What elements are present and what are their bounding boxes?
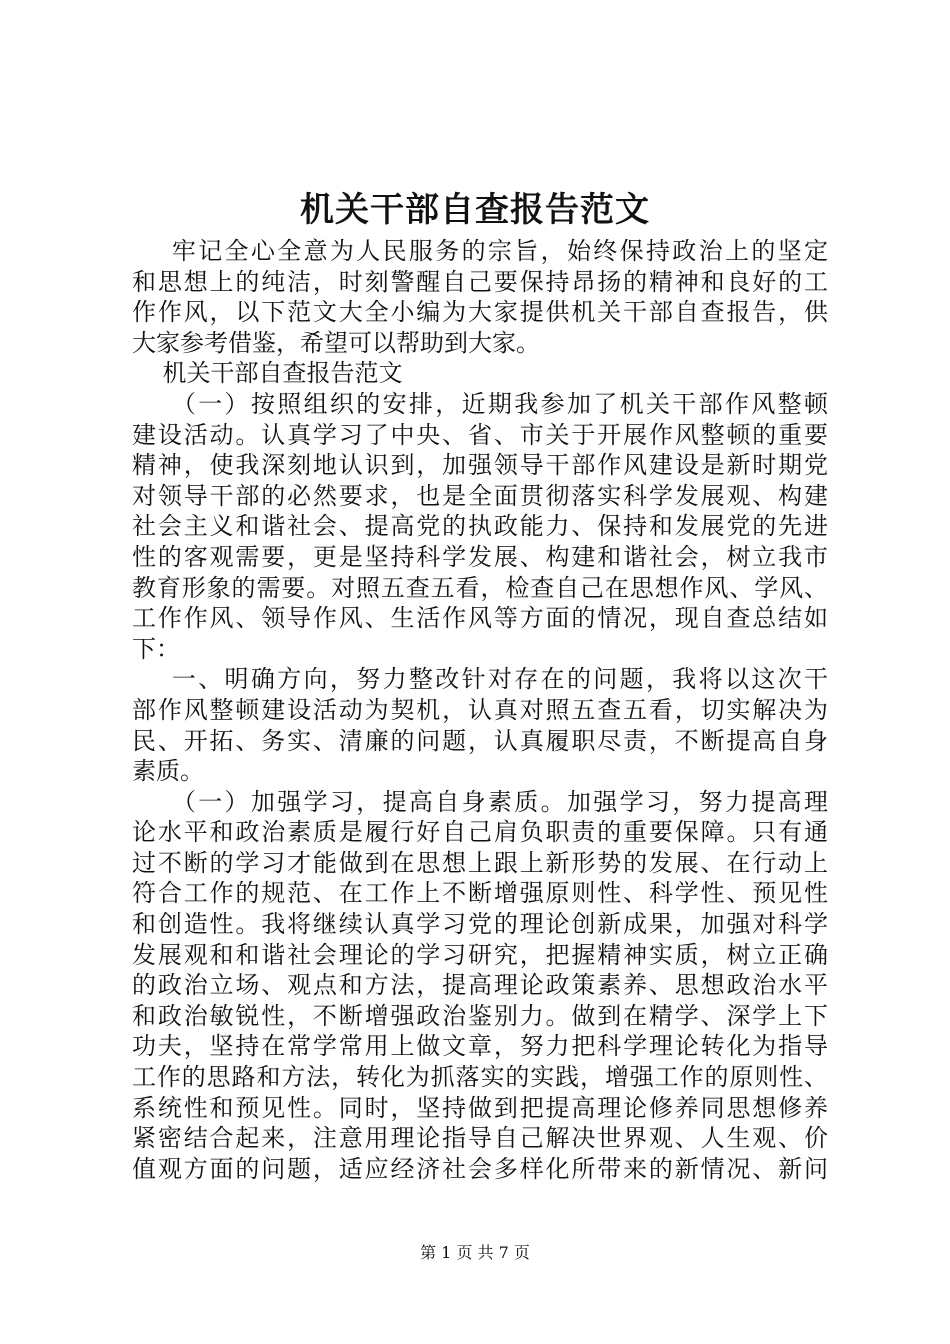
text-line: 精神，使我深刻地认识到，加强领导干部作风建设是新时期党: [132, 451, 828, 480]
text-line: 大家参考借鉴，希望可以帮助到大家。: [132, 328, 540, 357]
text-line: 建设活动。认真学习了中央、省、市关于开展作风整顿的重要: [132, 420, 828, 449]
text-line: 一、明确方向，努力整改针对存在的问题，我将以这次干: [132, 665, 828, 694]
text-line: 社会主义和谐社会、提高党的执政能力、保持和发展党的先进: [132, 512, 828, 541]
text-line: 牢记全心全意为人民服务的宗旨，始终保持政治上的坚定: [132, 237, 828, 265]
text-line: 符合工作的规范、在工作上不断增强原则性、科学性、预见性: [132, 879, 828, 908]
text-line: 和创造性。我将继续认真学习党的理论创新成果，加强对科学: [132, 910, 828, 939]
text-line: 过不断的学习才能做到在思想上跟上新形势的发展、在行动上: [132, 848, 828, 877]
text-line: 工作的思路和方法，转化为抓落实的实践，增强工作的原则性、: [132, 1063, 828, 1092]
text-line: 教育形象的需要。对照五查五看，检查自己在思想作风、学风、: [132, 573, 828, 602]
text-line: 和政治敏锐性，不断增强政治鉴别力。做到在精学、深学上下: [132, 1001, 828, 1030]
text-line: 作作风，以下范文大全小编为大家提供机关干部自查报告，供: [132, 298, 828, 327]
text-line: （一）按照组织的安排，近期我参加了机关干部作风整顿: [132, 389, 828, 418]
text-line: 紧密结合起来，注意用理论指导自己解决世界观、人生观、价: [132, 1124, 828, 1153]
text-line: 和思想上的纯洁，时刻警醒自己要保持昂扬的精神和良好的工: [132, 267, 828, 296]
text-line: 对领导干部的必然要求，也是全面贯彻落实科学发展观、构建: [132, 481, 828, 510]
text-line: （一）加强学习，提高自身素质。加强学习，努力提高理: [132, 787, 828, 816]
text-line: 工作作风、领导作风、生活作风等方面的情况，现自查总结如: [132, 604, 828, 633]
text-line: 下：: [132, 634, 180, 663]
text-line: 值观方面的问题，适应经济社会多样化所带来的新情况、新问: [132, 1154, 828, 1183]
page-footer: 第 1 页 共 7 页: [420, 1243, 530, 1262]
text-line: 发展观和和谐社会理论的学习研究，把握精神实质，树立正确: [132, 940, 828, 969]
text-line: 部作风整顿建设活动为契机，认真对照五查五看，切实解决为: [132, 695, 828, 724]
text-line: 论水平和政治素质是履行好自己肩负职责的重要保障。只有通: [132, 818, 828, 847]
text-line: 功夫，坚持在常学常用上做文章，努力把科学理论转化为指导: [132, 1032, 828, 1061]
text-line: 系统性和预见性。同时，坚持做到把提高理论修养同思想修养: [132, 1093, 828, 1122]
document-body: [132, 236, 828, 1184]
text-line: 性的客观需要，更是坚持科学发展、构建和谐社会，树立我市: [132, 542, 828, 571]
text-line: 机关干部自查报告范文: [132, 359, 403, 388]
text-line: 的政治立场、观点和方法，提高理论政策素养、思想政治水平: [132, 971, 828, 1000]
text-line: 素质。: [132, 757, 204, 786]
text-line: 民、开拓、务实、清廉的问题，认真履职尽责，不断提高自身: [132, 726, 828, 755]
document-title: 机关干部自查报告范文: [300, 190, 650, 230]
